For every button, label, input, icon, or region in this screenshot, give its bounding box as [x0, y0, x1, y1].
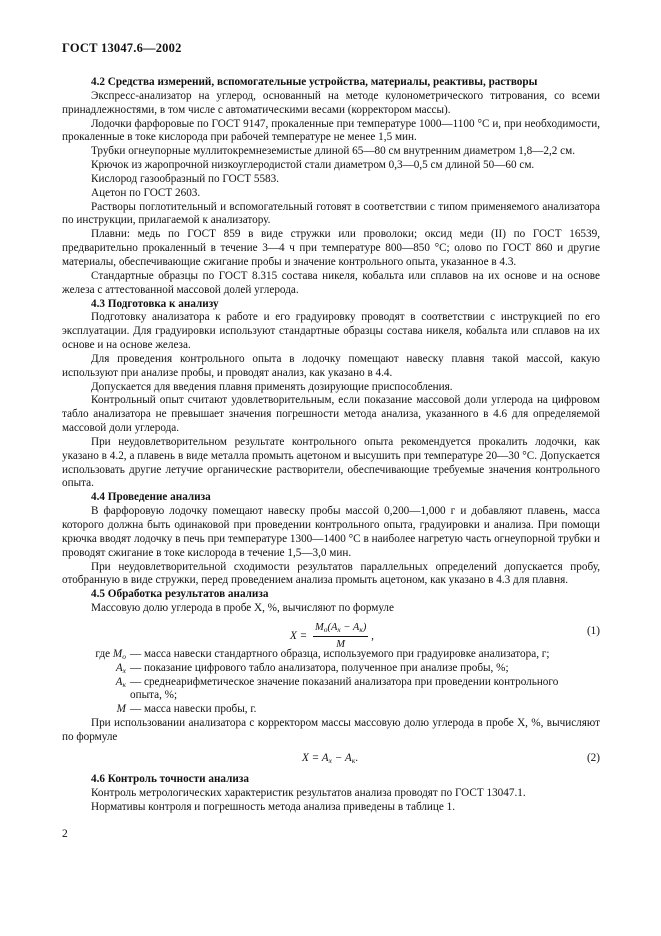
formula-1-expression: X = $\frac{M_o(A_x - A_к)}{M}$ , [290, 621, 374, 650]
paragraph: Лодочки фарфоровые по ГОСТ 9147, прокаленные при температуре 1000—1100 °С и, при необходимости, прокаленные в токе кислорода при рабочей температуре не менее 1,5 мин. [62, 117, 600, 144]
definition-text: — среднеарифметическое значение показаний анализатора при проведении контрольного [130, 675, 559, 688]
document-header: ГОСТ 13047.6—2002 [62, 41, 182, 55]
paragraph: Экспресс-анализатор на углерод, основанный на методе кулонометрического титрования, со всеми принадлежностями, в том числе с автоматическими весами (корректором массы). [62, 89, 600, 116]
paragraph: Плавни: медь по ГОСТ 859 в виде стружки или проволоки; оксид меди (II) по ГОСТ 16539, предварительно прокаленный в течение 3—4 ч при температуре 800—850 °С; олово по ГОСТ 860 и другие материалы, обеспечивающие сжигание пробы и значение контрольного опыта, указанное в 4.3. [62, 228, 600, 268]
definition-row: где $M_o$ — масса навески стандартного образца, используемого при градуировке анализатора, г; [62, 648, 600, 662]
definition-row: M — масса навески пробы, г. [62, 703, 600, 717]
paragraph: При использовании анализатора с корректором массы массовую долю углерода в пробе X, %, вычисляют по формуле [62, 717, 600, 743]
paragraph: Для проведения контрольного опыта в лодочку помещают навеску плавня такой массой, какую используют при анализе пробы, и проводят анализ, как указано в 4.4. [62, 352, 600, 379]
definition-text: опыта, %; [130, 689, 178, 702]
formula-2 [62, 749, 600, 767]
paragraph: При неудовлетворительном результате контрольного опыта рекомендуется прокалить лодочки, как указано в 4.2, а плавень в виде металла промыть ацетоном и высушить при температуре 20—30 °С. Допускается использовать другие летучие органические растворители, обеспечивающие требуемые значения контрольного опыта. [62, 435, 600, 490]
definition-text: — масса навески стандартного образца, используемого при градуировке анализатора, г; [130, 647, 550, 660]
symbol-definitions [62, 648, 600, 717]
paragraph: Кислород газообразный по ГОСТ 5583. [91, 172, 280, 185]
definition-row: $A_x$ — показание цифрового табло анализатора, полученное при анализе пробы, %; [62, 662, 600, 676]
definition-row-continuation [62, 689, 600, 703]
paragraph: Ацетон по ГОСТ 2603. [91, 186, 201, 199]
paragraph: Контроль метрологических характеристик результатов анализа проводят по ГОСТ 13047.1. [91, 786, 526, 799]
paragraph: Трубки огнеупорные муллитокремнеземистые длиной 65—80 см внутренним диаметром 1,8—2,2 см. [91, 145, 575, 158]
section-4-4-heading: 4.4 Проведение анализа [91, 491, 211, 504]
paragraph: Контрольный опыт считают удовлетворительным, если показание массовой доли углерода на цифровом табло анализатора не превышает значения погрешности метода анализа, указанного в 4.6 для определяемой массовой доли углерода. [62, 394, 600, 435]
paragraph: Крючок из жаропрочной низкоуглеродистой стали диаметром 0,3—0,5 см длиной 50—60 см. [91, 159, 535, 172]
section-4-5-heading: 4.5 Обработка результатов анализа [91, 588, 269, 601]
paragraph: В фарфоровую лодочку помещают навеску пробы массой 0,200—1,000 г и добавляют плавень, масса которого должна быть одинаковой при проведении контрольного опыта, градуировки и анализа. При помощи крючка вводят лодочку в печь при температуре 1300—1400 °С в наиболее нагретую часть огнеупорной трубки и проводят сжигание в токе кислорода в течение 1,5—3,0 мин. [62, 505, 600, 559]
definition-text: — показание цифрового табло анализатора, полученное при анализе пробы, %; [130, 661, 509, 674]
formula-1 [62, 618, 600, 650]
section-4-2-heading: 4.2 Средства измерений, вспомогательные устройства, материалы, реактивы, растворы [91, 76, 538, 88]
definition-text: — масса навески пробы, г. [130, 703, 257, 716]
formula-2-expression: $X = A_x - A_к$. [302, 751, 359, 765]
formula-1-number: (1) [586, 624, 600, 637]
paragraph: Стандартные образцы по ГОСТ 8.315 состава никеля, кобальта или сплавов на их основе и на основе железа с аттестованной массовой долей углерода. [62, 269, 600, 296]
paragraph: Растворы поглотительный и вспомогательный готовят в соответствии с типом применяемого анализатора по инструкции, прилагаемой к анализатору. [62, 200, 600, 227]
paragraph: При неудовлетворительной сходимости результатов параллельных определений допускается пробу, отобранную в виде стружки, перед проведением анализа промыть ацетоном, как указано в 4.3 для плавня. [62, 560, 600, 587]
section-4-3-heading: 4.3 Подготовка к анализу [91, 297, 219, 310]
where-word: где [95, 647, 111, 660]
paragraph: Подготовку анализатора к работе и его градуировку проводят в соответствии с инструкцией по его эксплуатации. Для градуировки используют стандартные образцы состава никеля, кобальта или сплавов на их основе и на основе железа. [62, 311, 600, 352]
section-4-6-heading: 4.6 Контроль точности анализа [91, 772, 249, 785]
paragraph: Допускается для введения плавня применять дозирующие приспособления. [91, 380, 453, 393]
definition-row: $A_к$ — среднеарифметическое значение показаний анализатора при проведении контрольного [62, 676, 600, 690]
page-number: 2 [62, 828, 68, 840]
formula-2-number: (2) [586, 751, 600, 764]
paragraph: Нормативы контроля и погрешность метода анализа приведены в таблице 1. [91, 800, 456, 813]
document-body [62, 76, 600, 814]
paragraph: Массовую долю углерода в пробе X, %, вычисляют по формуле [91, 602, 394, 615]
